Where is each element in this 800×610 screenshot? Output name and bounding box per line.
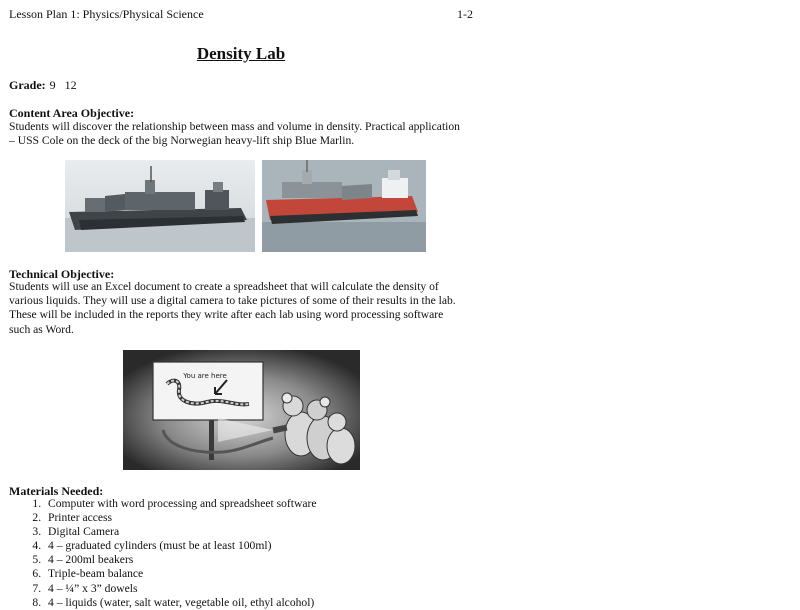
list-item: 1. Computer with word processing and spreadsheet software: [44, 497, 504, 511]
grade-label: Grade:: [9, 78, 46, 92]
cartoon-image: [123, 350, 360, 470]
list-item: 8. 4 – liquids (water, salt water, vegetable oil, ethyl alcohol): [44, 596, 504, 610]
ship-photo-left-image: [65, 160, 255, 252]
content-objective-line: Students will discover the relationship between mass and volume in density. Practical application: [9, 120, 460, 133]
technical-objective-text: [9, 280, 481, 337]
technical-objective-line: Students will use an Excel document to create a spreadsheet that will calculate the density of: [9, 280, 439, 293]
list-item: 2. Printer access: [44, 511, 504, 525]
technical-objective-line: various liquids. They will use a digital camera to take pictures of some of their results in the lab.: [9, 294, 456, 308]
grade-value: 9 12: [49, 78, 77, 92]
ship-photo-right: [262, 160, 426, 252]
page-number: 1-2: [457, 7, 473, 21]
materials-heading: Materials Needed:: [9, 484, 104, 498]
list-item: 7. 4 – ¼” x 3” dowels: [44, 582, 504, 596]
list-item: 3. Digital Camera: [44, 525, 504, 539]
ship-photo-right-image: [262, 160, 426, 252]
ship-photo-left: [65, 160, 255, 252]
sign-text: You are here: [183, 372, 227, 380]
running-header-left: Lesson Plan 1: Physics/Physical Science: [9, 7, 204, 21]
list-item: 6. Triple-beam balance: [44, 567, 504, 581]
content-objective-line: – USS Cole on the deck of the big Norwegian heavy-lift ship Blue Marlin.: [9, 134, 355, 148]
grade-line: [9, 78, 77, 93]
materials-list: [24, 497, 504, 610]
snake-cartoon-illustration: [123, 350, 360, 470]
list-item: 5. 4 – 200ml beakers: [44, 553, 504, 567]
document-title: Density Lab: [196, 44, 286, 63]
list-item: 4. 4 – graduated cylinders (must be at least 100ml): [44, 539, 504, 553]
content-objective-heading: Content Area Objective:: [9, 106, 135, 120]
technical-objective-heading: Technical Objective:: [9, 267, 115, 281]
content-objective-text: [9, 120, 481, 148]
technical-objective-line: such as Word.: [9, 322, 74, 336]
technical-objective-line: These will be included in the reports they write after each lab using word processing software: [9, 308, 444, 322]
